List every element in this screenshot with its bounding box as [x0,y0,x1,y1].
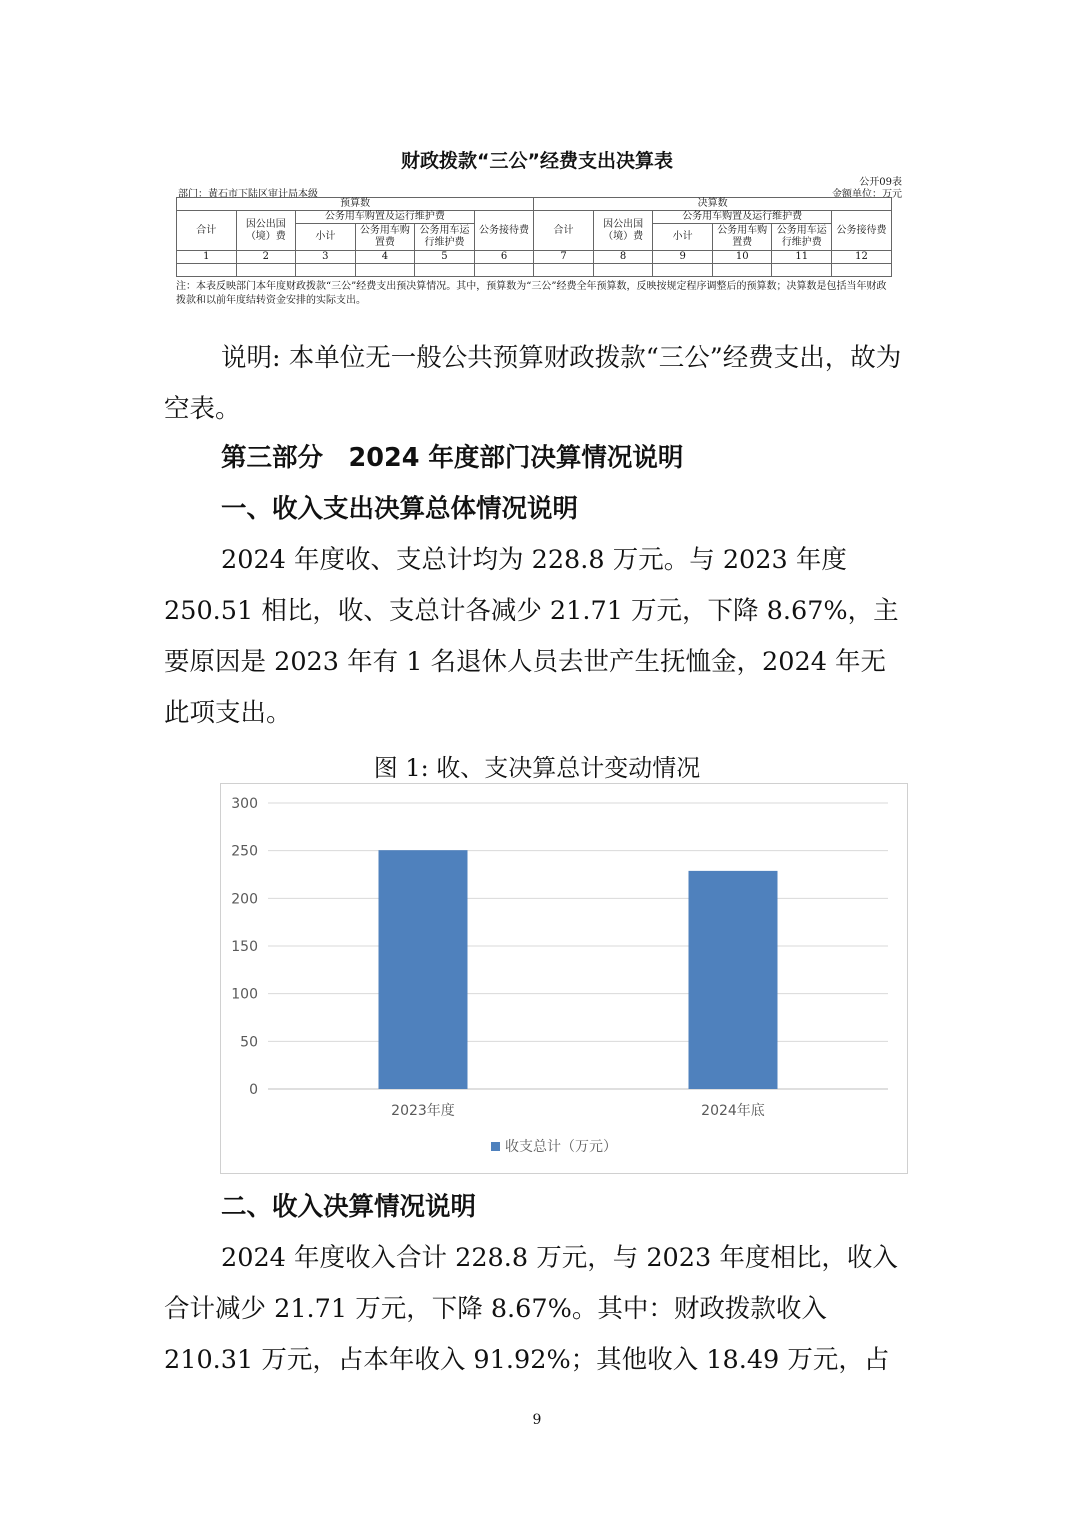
y-tick-label: 200 [231,891,258,908]
col-number: 4 [355,251,415,264]
y-tick-label: 150 [231,939,258,955]
group-header-final: 决算数 [534,198,892,211]
summary-paragraph: 2024 年度收、支总计均为 228.8 万元。与 2023 年度 250.51 相比，收、支总计各减少 21.71 万元，下降 8.67%，主要原因是 2023 年有 1 名退休人员去世产生抚恤金，2024 年无此项支出。 [164,545,899,728]
bar [379,850,468,1089]
col-number: 9 [653,251,713,264]
x-tick-label: 2024年底 [701,1103,765,1119]
section-heading-1: 一、收入支出决算总体情况说明 [221,494,579,524]
col-header: 因公出国（境）费 [593,211,653,251]
empty-cell [355,264,415,277]
y-tick-label: 300 [231,796,258,812]
col-header: 小计 [653,224,713,251]
unit-label: 金额单位：万元 [832,189,902,200]
page-number: 9 [532,1412,542,1428]
col-header: 公务接待费 [832,211,892,251]
explanation-paragraph: 说明: 本单位无一般公共预算财政拨款“三公”经费支出，故为空表。 [164,343,902,424]
income-expense-bar-chart [220,783,908,1174]
legend-swatch [491,1142,500,1151]
empty-cell [177,264,237,277]
empty-cell [474,264,534,277]
col-header: 公务用车运行维护费 [415,224,475,251]
empty-cell [593,264,653,277]
col-number: 1 [177,251,237,264]
three-public-expense-table [176,197,892,277]
empty-cell [415,264,475,277]
table-title: 财政拨款“三公”经费支出决算表 [401,150,673,172]
subgroup-header: 公务用车购置及运行维护费 [653,211,832,224]
col-header: 因公出国（境）费 [236,211,296,251]
bar [689,871,778,1089]
col-number: 8 [593,251,653,264]
col-header: 公务接待费 [474,211,534,251]
y-tick-label: 0 [249,1082,258,1098]
figure-caption: 图 1: 收、支决算总计变动情况 [373,754,701,782]
y-tick-label: 250 [231,843,258,860]
col-header: 公务用车购置费 [712,224,772,251]
empty-cell [653,264,713,277]
col-header: 合计 [177,211,237,251]
y-tick-label: 100 [231,986,258,1003]
part-heading: 第三部分 2024 年度部门决算情况说明 [221,443,684,473]
section-heading-2: 二、收入决算情况说明 [221,1192,477,1222]
col-number: 3 [296,251,356,264]
col-header: 公务用车购置费 [355,224,415,251]
empty-cell [712,264,772,277]
group-header-budget: 预算数 [177,198,534,211]
table-note: 注：本表反映部门本年度财政拨款“三公”经费支出预决算情况。其中，预算数为“三公”经费全年预算数，反映按规定程序调整后的预算数；决算数是包括当年财政拨款和以前年度结转资金安排的实际支出。 [176,281,887,306]
col-number: 10 [712,251,772,264]
empty-cell [296,264,356,277]
legend-label: 收支总计（万元） [505,1139,617,1155]
subgroup-header: 公务用车购置及运行维护费 [296,211,475,224]
col-number: 7 [534,251,594,264]
chart-frame [221,784,908,1174]
col-number: 12 [832,251,892,264]
empty-cell [534,264,594,277]
col-number: 6 [474,251,534,264]
y-tick-label: 50 [240,1034,258,1051]
income-paragraph: 2024 年度收入合计 228.8 万元，与 2023 年度相比，收入合计减少 21.71 万元，下降 8.67%。其中：财政拨款收入 210.31 万元，占本年收入 91.92%；其他收入 18.49 万元，占 [164,1243,898,1375]
department-label: 部门：黄石市下陆区审计局本级 [178,189,318,200]
col-header: 公务用车运行维护费 [772,224,832,251]
col-number: 5 [415,251,475,264]
col-header: 小计 [296,224,356,251]
x-tick-label: 2023年度 [391,1103,455,1119]
form-number: 公开09表 [859,177,902,188]
col-number: 2 [236,251,296,264]
col-number: 11 [772,251,832,264]
empty-cell [772,264,832,277]
empty-cell [832,264,892,277]
chart-legend [491,1138,617,1155]
empty-cell [236,264,296,277]
col-header: 合计 [534,211,594,251]
